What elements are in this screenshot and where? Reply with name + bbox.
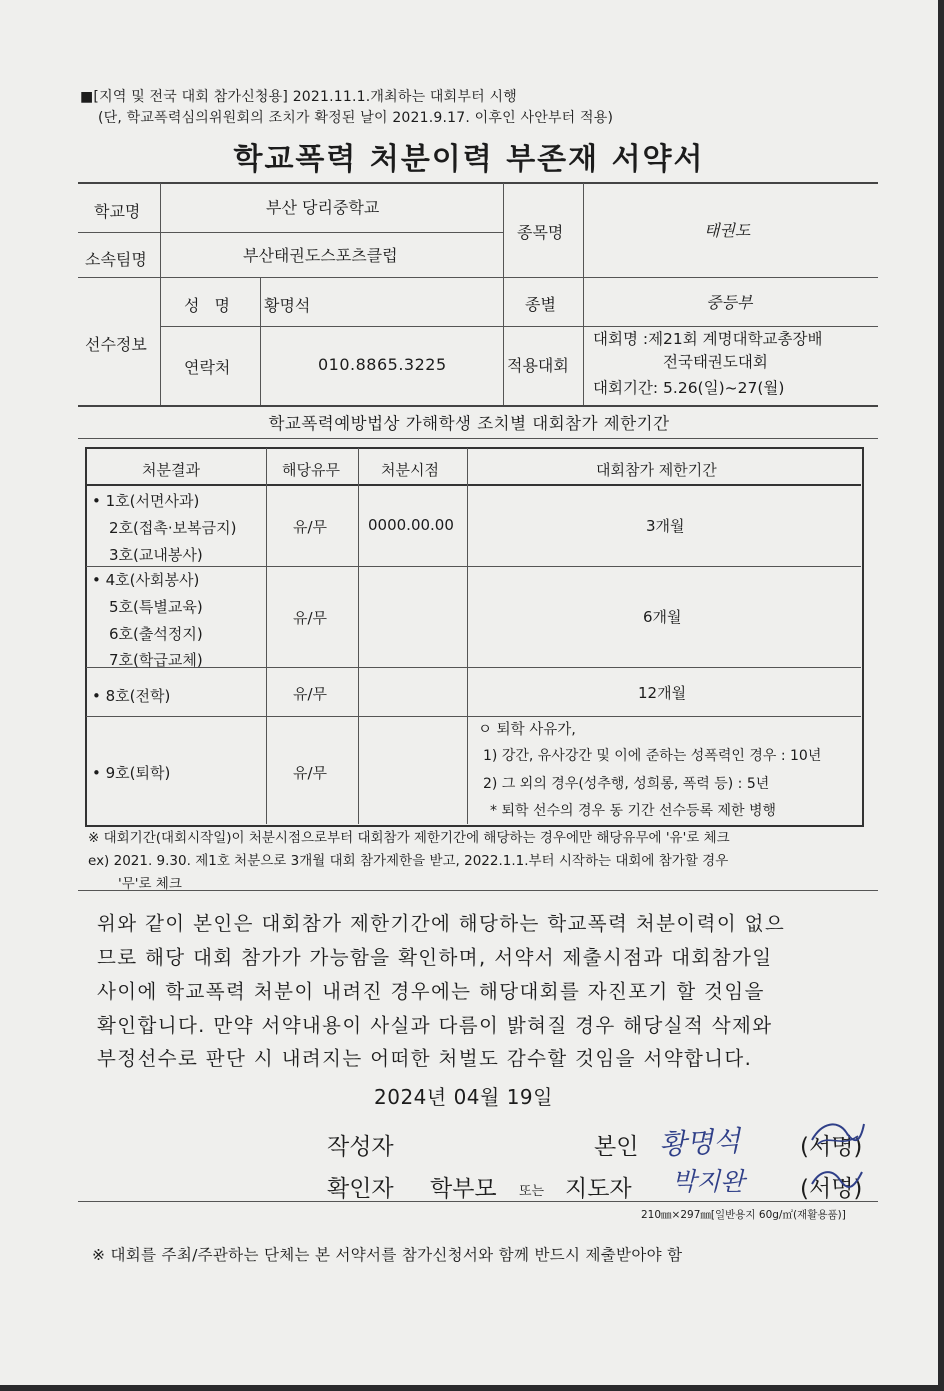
signature-divider <box>78 1201 878 1202</box>
svg-text:황명석: 황명석 <box>658 1124 741 1162</box>
header-date: 처분시점 <box>381 461 439 479</box>
row4-period-line: 1) 강간, 유사강간 및 이에 준하는 성폭력인 경우 : 10년 <box>483 748 822 764</box>
paper-spec: 210㎜×297㎜[일반용지 60g/㎡(재활용품)] <box>641 1209 846 1221</box>
self-label: 본인 <box>594 1134 639 1160</box>
bottom-note: ※ 대회를 주최/주관하는 단체는 본 서약서를 참가신청서와 함께 반드시 제출받아야 함 <box>92 1246 683 1264</box>
row4-item: • 9호(퇴학) <box>92 764 171 782</box>
confirmer-label: 확인자 <box>327 1176 394 1202</box>
row3-item: • 8호(전학) <box>92 687 171 705</box>
competition-name-line1: 대회명 :제21회 계명대학교총장배 <box>593 330 823 348</box>
competition-label: 적용대회 <box>507 356 569 375</box>
restriction-section-title: 학교폭력예방법상 가해학생 조치별 대회참가 제한기간 <box>268 414 670 433</box>
row4-period-line: 2) 그 외의 경우(성추행, 성희롱, 폭력 등) : 5년 <box>483 776 770 792</box>
row2-applicable: 유/무 <box>293 609 328 627</box>
section-divider <box>78 438 878 439</box>
signature-scribble-icon <box>808 1160 866 1196</box>
sign-label-1: (서명) <box>800 1134 863 1160</box>
sign-label-2: (서명) <box>800 1176 863 1202</box>
school-value: 부산 당리중학교 <box>266 198 380 217</box>
event-value: 태권도 <box>704 221 751 240</box>
row4-applicable: 유/무 <box>293 764 328 782</box>
self-signature <box>655 1118 760 1166</box>
signature-scribble-icon <box>808 1114 868 1154</box>
header-result: 처분결과 <box>142 461 200 479</box>
info-divider <box>78 232 503 233</box>
row3-applicable: 유/무 <box>293 685 328 703</box>
row2-item: 5호(특별교육) <box>109 598 203 616</box>
document-date: 2024년 04월 19일 <box>374 1085 553 1109</box>
info-divider <box>260 278 261 405</box>
footnote-divider <box>78 890 878 891</box>
name-label: 성 명 <box>184 296 230 315</box>
instructor-label: 지도자 <box>565 1176 632 1202</box>
info-divider <box>78 277 878 278</box>
info-divider <box>160 183 161 405</box>
notice-line-1: ■[지역 및 전국 대회 참가신청용] 2021.11.1.개최하는 대회부터 시행 <box>80 89 517 105</box>
division-value: 중등부 <box>706 293 753 312</box>
instructor-signature <box>668 1160 778 1202</box>
row1-date: 0000.00.00 <box>368 516 454 534</box>
notice-line-2: (단, 학교폭력심의위원회의 조치가 확정된 날이 2021.9.17. 이후인 사안부터 적용) <box>98 110 614 126</box>
info-divider <box>503 183 504 405</box>
row1-item: • 1호(서면사과) <box>92 492 200 510</box>
row2-item: 7호(학급교체) <box>109 651 203 669</box>
row1-applicable: 유/무 <box>293 518 328 536</box>
event-label: 종목명 <box>517 223 564 242</box>
row2-period: 6개월 <box>643 608 682 626</box>
name-value: 황명석 <box>264 296 311 315</box>
row1-item: 3호(교내봉사) <box>109 546 203 564</box>
table-header-divider <box>86 484 861 486</box>
row4-period-line: * 퇴학 선수의 경우 동 기간 선수등록 제한 병행 <box>490 803 777 819</box>
competition-period: 대회기간: 5.26(일)~27(월) <box>593 379 785 397</box>
author-label: 작성자 <box>327 1134 394 1160</box>
footnote-line-1: ※ 대회기간(대회시작일)이 처분시점으로부터 대회참가 제한기간에 해당하는 경우에만 해당유무에 '유'로 체크 <box>88 830 730 846</box>
pledge-line: 위와 같이 본인은 대회참가 제한기간에 해당하는 학교폭력 처분이력이 없으 <box>97 912 786 935</box>
row4-period-line: ㅇ 퇴학 사유가, <box>478 722 576 738</box>
pledge-line: 부정선수로 판단 시 내려지는 어떠한 처벌도 감수할 것임을 서약합니다. <box>97 1047 753 1070</box>
competition-name-line2: 전국태권도대회 <box>663 353 768 371</box>
document-title: 학교폭력 처분이력 부존재 서약서 <box>233 142 705 177</box>
pledge-line: 확인합니다. 만약 서약내용이 사실과 다름이 밝혀질 경우 해당실적 삭제와 <box>97 1014 773 1037</box>
pledge-line: 므로 해당 대회 참가가 가능함을 확인하며, 서약서 제출시점과 대회참가일 <box>97 946 773 969</box>
footnote-line-3: '무'로 체크 <box>118 876 182 892</box>
footnote-line-2: ex) 2021. 9.30. 제1호 처분으로 3개월 대회 참가제한을 받고, 2022.1.1.부터 시작하는 대회에 참가할 경우 <box>88 853 729 869</box>
table-row-divider <box>86 566 861 567</box>
info-divider <box>583 183 584 405</box>
contact-value: 010.8865.3225 <box>318 355 447 374</box>
table-row-divider <box>86 716 861 717</box>
info-table-bottom-border <box>78 405 878 407</box>
athlete-info-label: 선수정보 <box>85 335 147 354</box>
table-col-divider <box>467 448 468 824</box>
contact-label: 연락처 <box>184 358 231 377</box>
header-period: 대회참가 제한기간 <box>596 461 717 479</box>
row2-item: • 4호(사회봉사) <box>92 571 200 589</box>
table-col-divider <box>266 448 267 824</box>
team-label: 소속팀명 <box>85 250 147 269</box>
row1-item: 2호(접촉·보복금지) <box>109 519 237 537</box>
or-label: 또는 <box>519 1184 545 1199</box>
header-applicable: 해당유무 <box>282 461 340 479</box>
team-value: 부산태권도스포츠클럽 <box>243 246 398 265</box>
parent-label: 학부모 <box>430 1176 497 1202</box>
svg-text:박지완: 박지완 <box>672 1167 745 1196</box>
school-label: 학교명 <box>94 202 141 221</box>
info-table-top-border <box>78 182 878 184</box>
division-label: 종별 <box>525 295 556 314</box>
row3-period: 12개월 <box>638 684 687 702</box>
row2-item: 6호(출석정지) <box>109 625 203 643</box>
pledge-line: 사이에 학교폭력 처분이 내려진 경우에는 해당대회를 자진포기 할 것임을 <box>97 980 765 1003</box>
table-col-divider <box>358 448 359 824</box>
row1-period: 3개월 <box>646 517 685 535</box>
